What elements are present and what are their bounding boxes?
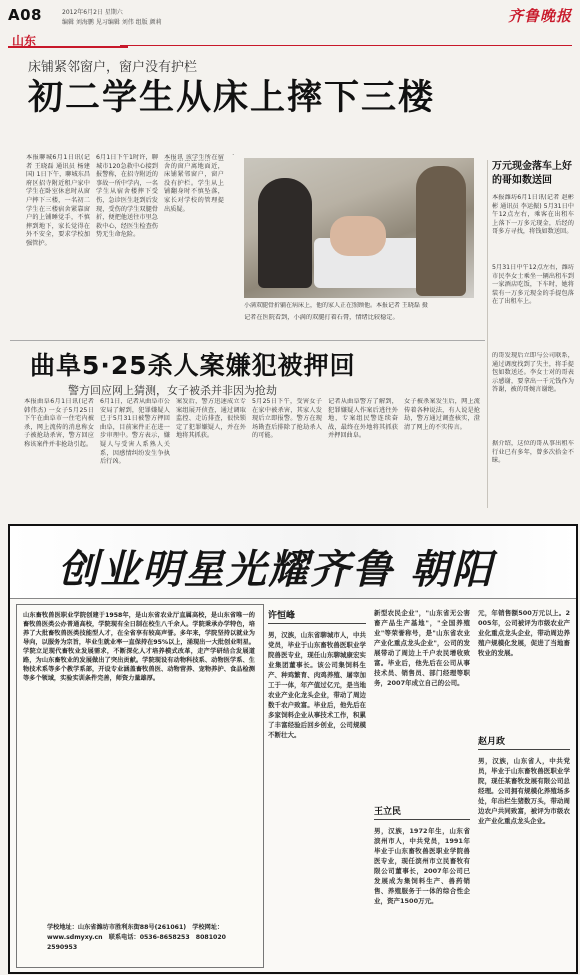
sidebar-col-4: 据介绍，这位的哥从事出租车行业已有多年，曾多次拾金不昧。	[492, 440, 574, 465]
ad-frame	[8, 524, 578, 974]
profile3-name: 赵月政	[478, 734, 570, 750]
editors-line: 编辑 刘海鹏 见习编辑 刘伟 组版 颜莉	[62, 19, 162, 26]
story2-col-3: 案发后，警方迅速成立专案组展开侦查，通过调取监控、走访排查，很快锁定了犯罪嫌疑人，并在外地将其抓获。	[176, 398, 246, 440]
ad-contact: 学校地址：山东省潍坊市胜利东街88号(261061) 学校网址：www.sdmyxy.cn 联系电话：0536-8658253 8081020 2590953	[47, 924, 233, 951]
story2-col-6: 女子被杀案发生后，网上流传着各种说法，有人说是抢劫，警方通过调查核实，澄清了网上的不实传言。	[404, 398, 480, 431]
story2-headline: 曲阜5·25杀人案嫌犯被押回	[30, 351, 356, 380]
ad-calligraphy: 创业明星光耀齐鲁 朝阳	[58, 546, 494, 593]
ad-middle-col: 新型农民企业"，"山东省无公害畜产品生产基地"，"全国养殖业"等荣誉称号，是"山东省农业产业化重点龙头企业"，公司的发展带动了周边上千户农民增收致富。毕业后，他先后在公司从事技术员、销售员、部门经理等职务，2007年成立自己的公司。	[374, 609, 470, 687]
story1-photo	[244, 158, 474, 298]
sidebar-col-1: 本报潍坊6月1日讯(记者 赵彬彬 通讯员 李运振) 5月31日中午12点左右，乘客在出租车上落下一万多元现金，后经的哥多方寻找，将钱如数送回。	[492, 194, 574, 236]
page-number: A08	[8, 6, 42, 24]
paper-name: 齐鲁晚报	[507, 7, 572, 25]
section-label: 山东	[12, 34, 37, 48]
sidebar-rule	[487, 160, 488, 508]
photo-person-left	[258, 178, 312, 288]
story-qufu-case	[10, 344, 486, 516]
story2-col-1: 本报曲阜6月1日讯(记者 韩伟杰) 一女子5月25日下午在曲阜市一住宅内被杀，网上流传的消息称女子被抢劫杀害，警方回应称该案件并非抢劫引起。	[24, 398, 94, 448]
sidebar-col-2: 5月31日中午12点左右，潍坊市民李女士乘坐一辆出租车到一家酒店吃饭，下车时，她将装有一万多元现金的手提包落在了出租车上。	[492, 264, 574, 306]
story2-col-5: 记者从曲阜警方了解到，犯罪嫌疑人作案后逃往外地，专案组民警连续奋战，最终在外地将其抓获并押回曲阜。	[328, 398, 398, 440]
profile1-name: 许恒峰	[268, 608, 366, 624]
ad-profile-2	[374, 804, 470, 964]
masthead-rule	[120, 45, 572, 46]
story2-col-2: 6月1日，记者从曲阜市公安局了解到，犯罪嫌疑人已于5月31日被警方押回曲阜，目前案件正在进一步审理中。警方表示，嫌疑人与受害人系熟人关系，因感情纠纷发生争执后行凶。	[100, 398, 170, 466]
story2-top-rule	[10, 340, 485, 341]
ad-profile-1	[268, 608, 366, 852]
ad-profile-3	[478, 734, 570, 966]
story1-col-4	[164, 160, 224, 161]
story1-col-1: 本报聊城6月1日讯(记者 王晓磊 通讯员 杨建国) 1日下午，聊城东昌府区招寺附近租户家中学生在卧室休息时从窗户摔下三楼，一名初二学生在三楼宿舍紧靠窗户的上铺睡觉手，不慎摔到地下，家长觉得在外不安全，要求学校加强管护。	[26, 154, 90, 247]
ad-banner	[10, 526, 576, 599]
ad-school-text: 山东畜牧兽医职业学院创建于1958年，是山东省农业厅直属高校，是山东省唯一的畜牧兽医类公办普通高校，学院现有全日制在校生八千余人。学院秉承办学特色，培养了大批畜牧兽医类技能型人才，在全省享有较高声誉。多年来，学院坚持以就业为导向，以服务为宗旨，毕业生就业率一直保持在95%以上，涌现出一大批创业明星。学院立足现代畜牧业发展需求，不断深化人才培养模式改革，走产学研结合发展道路，为山东畜牧业的发展做出了突出贡献。学院现设有动物科技系、动物医学系、生物技术系等多个教学系部，开设专业涵盖畜牧兽医、动物营养、宠物养护、食品检测等多个领域，实验实训条件完善，师资力量雄厚。	[23, 612, 255, 682]
date-line: 2012年6月2日 星期六	[62, 9, 123, 16]
story1-kicker: 床铺紧邻窗户，窗户没有护栏	[28, 60, 198, 75]
profile2-name: 王立民	[374, 804, 470, 820]
profile1-text: 男，汉族，山东省聊城市人，中共党员，毕业于山东畜牧兽医职业学院兽医专业，现任山东聊城康宏实业集团董事长。该公司集饲料生产、种鸡繁育、肉鸡养殖、屠宰加工于一体，年产值过亿元，是当地农业产业化龙头企业，带动了周边数千农户致富。毕业后，他先后在多家饲料企业从事技术工作，积累了丰富经验后回乡创业，公司规模不断壮大。	[268, 631, 366, 739]
masthead	[0, 0, 580, 48]
profile2-text: 男，汉族，1972年生，山东省滨州市人，中共党员，1991年毕业于山东畜牧兽医职业学院兽医专业，现任滨州市立民畜牧有限公司董事长，2007年公司已发展成为集饲料生产、兽药销售、养殖服务于一体的综合性企业，资产1500万元。	[374, 827, 470, 905]
section-tab	[8, 30, 128, 48]
photo-patient	[330, 216, 386, 256]
story1-col-2: 6月1日下午1时许，聊城市120急救中心接到报警称，在招寺附近的事故一所中学内，一名学生从宿舍楼摔下受伤，急诊医生赶到后发现，受伤的学生双腿骨折，便把他送往市里急救中心，经医生检查伤势无生命危险。	[96, 154, 158, 239]
story1-col-6: 记者在医院看到，小满的双腿打着石膏，情绪比较稳定。	[244, 314, 399, 321]
sidebar-headline: 万元现金落车上好的哥如数送回	[492, 161, 572, 186]
ad-right-top: 元，年销售额500万元以上。2005年，公司被评为市级农业产业化重点龙头企业，带动周边养殖户规模化发展，促进了当地畜牧业的发展。	[478, 609, 570, 657]
sidebar-col-3: 的哥发现后立即与公司联系，通过调度找到了失主，将手提包如数送还。李女士对的哥表示感谢，要拿出一千元钱作为答谢，被的哥婉言谢绝。	[492, 352, 574, 394]
sidebar-story	[492, 160, 574, 510]
photo-person-right	[416, 166, 466, 296]
story1-col-3: 本报讯 该学生所在宿舍的窗户离地面近，床铺紧邻窗户，窗户没有护栏。学生从上铺翻身时不慎坠落，家长对学校的管理提出质疑。	[164, 154, 224, 213]
story-student-fall	[8, 52, 488, 338]
story2-col-4: 5月25日下午，受害女子在家中被杀害，其家人发现后立即报警。警方在现场勘查后排除了抢劫杀人的可能。	[252, 398, 322, 440]
ad-school-block	[16, 604, 264, 968]
story1-headline: 初二学生从床上摔下三楼	[28, 78, 436, 118]
profile3-text: 男，汉族，山东省人，中共党员，毕业于山东畜牧兽医职业学院，现任某畜牧发展有限公司总经理。公司拥有规模化养殖场多处，年出栏生猪数万头，带动周边农户共同致富，被评为市级农业产业化重点龙头企业。	[478, 757, 570, 825]
story1-photo-caption: 小满双腿骨折躺在病床上，他的家人正在照顾他。本报记者 王晓磊 摄	[244, 302, 428, 309]
story2-deck: 警方回应网上猜测，女子被杀并非因为抢劫	[68, 384, 277, 397]
story1-col-5	[230, 154, 240, 155]
